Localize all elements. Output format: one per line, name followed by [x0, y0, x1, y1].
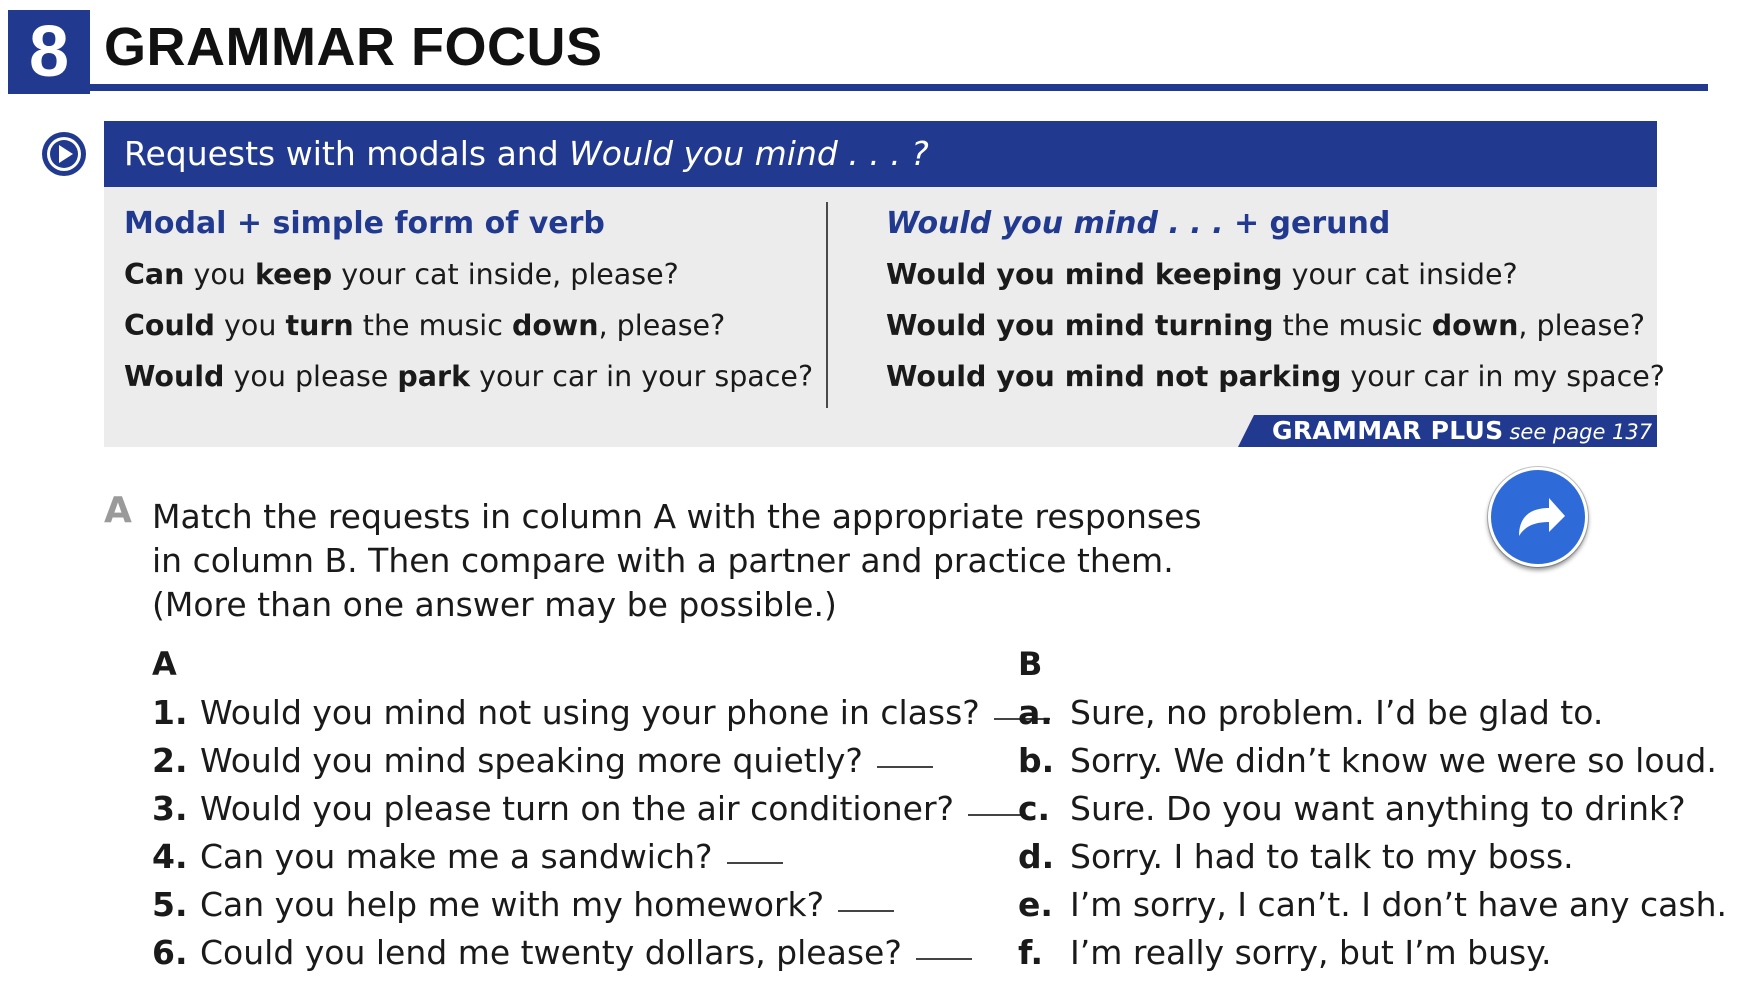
section-number: 8 [8, 10, 90, 94]
response-letter: f. [1018, 933, 1044, 972]
response-letter: c. [1018, 789, 1051, 828]
response-text: I’m really sorry, but I’m busy. [1070, 933, 1552, 972]
bold-run: Would you mind keeping [886, 258, 1283, 291]
text-run: the music [1273, 309, 1432, 342]
text-run: you please [224, 360, 398, 393]
bold-run: Would [124, 360, 225, 393]
instruction-line: in column B. Then compare with a partner and practice them. [152, 541, 1174, 580]
bold-run: park [397, 360, 471, 393]
item-text: Can you make me a sandwich? [200, 837, 713, 876]
request-item [152, 885, 894, 924]
grammar-title-plain: Requests with modals and [124, 134, 570, 173]
text-run: , please? [598, 309, 726, 342]
grammar-title-italic: Would you mind . . . ? [569, 134, 929, 173]
text-run: , please? [1518, 309, 1646, 342]
grammar-plus-link[interactable] [1272, 415, 1652, 447]
item-number: 5. [152, 885, 188, 924]
left-example-line [124, 258, 679, 291]
bold-run: keep [254, 258, 333, 291]
text-run: your cat inside? [1282, 258, 1518, 291]
response-item [1018, 933, 1552, 972]
item-number: 3. [152, 789, 188, 828]
item-text: Could you lend me twenty dollars, please? [200, 933, 902, 972]
request-item [152, 741, 933, 780]
answer-blank[interactable] [916, 957, 972, 960]
response-item [1018, 789, 1686, 828]
item-text: Would you mind speaking more quietly? [200, 741, 863, 780]
request-item [152, 837, 783, 876]
item-text: Can you help me with my homework? [200, 885, 825, 924]
item-text: Would you mind not using your phone in class? [200, 693, 980, 732]
response-letter: d. [1018, 837, 1055, 876]
response-item [1018, 693, 1603, 732]
left-column-heading: Modal + simple form of verb [124, 206, 605, 241]
right-example-line [886, 360, 1665, 393]
instruction-line: (More than one answer may be possible.) [152, 585, 837, 624]
right-heading-rest: + gerund [1223, 206, 1391, 241]
item-number: 2. [152, 741, 188, 780]
response-text: I’m sorry, I can’t. I don’t have any cash. [1070, 885, 1727, 924]
text-run: your cat inside, please? [332, 258, 679, 291]
right-column-heading [886, 206, 1390, 241]
item-number: 4. [152, 837, 188, 876]
text-run: you [214, 309, 286, 342]
left-example-line [124, 309, 725, 342]
share-button[interactable] [1488, 467, 1588, 567]
grammar-plus-page-ref: see page 137 [1509, 420, 1653, 444]
header-rule [90, 84, 1708, 91]
column-b-heading: B [1018, 645, 1043, 683]
request-item [152, 693, 1050, 732]
answer-blank[interactable] [968, 813, 1024, 816]
response-text: Sure. Do you want anything to drink? [1070, 789, 1686, 828]
bold-run: down [1431, 309, 1519, 342]
bold-run: Would you mind not parking [886, 360, 1342, 393]
play-audio-button[interactable] [42, 132, 86, 176]
right-example-line [886, 309, 1645, 342]
item-number: 1. [152, 693, 188, 732]
response-text: Sure, no problem. I’d be glad to. [1070, 693, 1604, 732]
right-heading-italic: Would you mind . . . [886, 206, 1224, 241]
bold-run: down [511, 309, 599, 342]
bold-run: Could [124, 309, 215, 342]
right-example-line [886, 258, 1518, 291]
text-run: your car in your space? [470, 360, 814, 393]
exercise-letter: A [104, 490, 132, 531]
item-number: 6. [152, 933, 188, 972]
response-letter: b. [1018, 741, 1055, 780]
column-a-heading: A [152, 645, 177, 683]
response-text: Sorry. We didn’t know we were so loud. [1070, 741, 1717, 780]
column-divider [826, 202, 828, 408]
left-example-line [124, 360, 813, 393]
bold-run: Would you mind turning [886, 309, 1274, 342]
share-arrow-icon [1491, 470, 1585, 564]
grammar-plus-label: GRAMMAR PLUS [1272, 416, 1504, 445]
answer-blank[interactable] [838, 909, 894, 912]
request-item [152, 933, 972, 972]
play-icon [42, 132, 86, 176]
text-run: the music [353, 309, 512, 342]
section-title: GRAMMAR FOCUS [104, 17, 603, 77]
response-item [1018, 837, 1574, 876]
request-item [152, 789, 1024, 828]
answer-blank[interactable] [877, 765, 933, 768]
grammar-box-title [124, 121, 929, 187]
response-item [1018, 885, 1727, 924]
response-letter: a. [1018, 693, 1053, 732]
response-letter: e. [1018, 885, 1053, 924]
response-item [1018, 741, 1717, 780]
response-text: Sorry. I had to talk to my boss. [1070, 837, 1574, 876]
instruction-line: Match the requests in column A with the appropriate responses [152, 497, 1202, 536]
text-run: you [184, 258, 255, 291]
text-run: your car in my space? [1341, 360, 1665, 393]
item-text: Would you please turn on the air conditioner? [200, 789, 955, 828]
answer-blank[interactable] [727, 861, 783, 864]
bold-run: Can [124, 258, 185, 291]
bold-run: turn [285, 309, 354, 342]
